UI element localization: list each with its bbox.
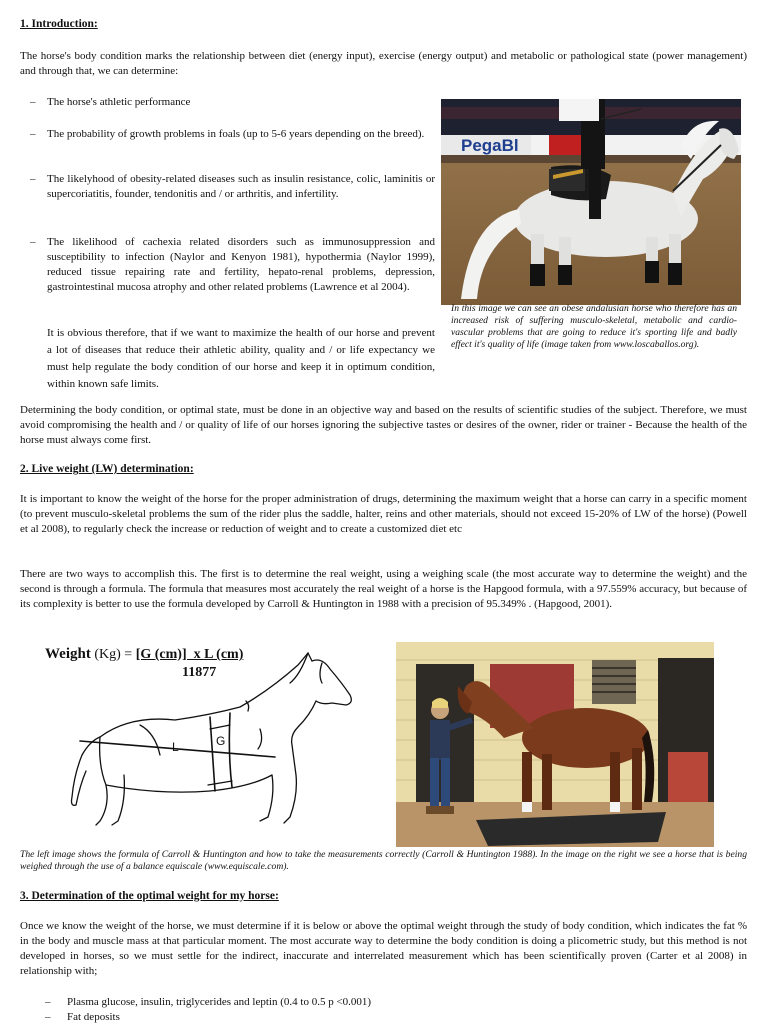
bullet-text: The probability of growth problems in foals (up to 5-6 years depending on the breed). (47, 128, 425, 140)
bullet-dash: – (30, 96, 36, 108)
live-weight-paragraph-2: There are two ways to accomplish this. The first is to determine the real weight, using a weighing scale (the most accurate way to determine the weight) and the second is through a formula. The formula that measures most accurately the real weight of a horse is the Hapgood formula, with a 97.559% accuracy, but because of its complexity is better to use the formula developed by Carroll & Huntington in 1988 with a precision of 95.349% . (Hapgood, 2001). (20, 568, 747, 610)
intro-bullet-1 (30, 95, 435, 110)
optimal-weight-paragraph: Once we know the weight of the horse, we must determine if it is below or above the optimal weight through the study of body condition, which indicates the fat % in the body and muscle mass at that particular moment. The most accurate way to determine the body condition is doing a plicometric study, but this method is not developed in horses, so we must settle for the indirect, inaccurate and interrelated measurement which has been scientifically proven (Carter et al 2008) in relationship with; (20, 920, 747, 977)
andalusian-horse-illustration (441, 99, 741, 305)
intro-paragraph: The horse's body condition marks the relationship between diet (energy input), exercise (energy output) and metabolic or pathological state (power management) and through that, we can determine: (20, 50, 747, 77)
bullet-dash: – (45, 1011, 51, 1023)
andalusian-horse-photo (441, 99, 741, 305)
andalusian-photo-caption: In this image we can see an obese andalusian horse who therefore has an increased risk of suffering musculo-skeletal, metabolic and cardio-vascular problems that are going to reduce it's sporting life and badly effect it's quality of life (image taken from www.loscaballos.org). (451, 303, 737, 350)
bullet-text: The likelihood of cachexia related disorders such as immunosuppression and susceptibility to infection (Naylor and Kenyon 1981), hypothermia (Naylor 1999), reduced tissue repairing rate and fertility, hepato-renal problems, depression, gastrointestinal mucosa atrophy and other related problems (Lawrence et al 2004). (47, 236, 435, 293)
formula-weight-word: Weight (45, 646, 91, 662)
intro-bullet-3 (30, 172, 435, 202)
section-heading-optimal-weight: 3. Determination of the optimal weight for my horse: (20, 890, 279, 902)
equiscale-illustration (396, 642, 714, 847)
section-heading-live-weight: 2. Live weight (LW) determination: (20, 463, 194, 475)
bullet-dash: – (30, 173, 36, 185)
intro-conclusion: It is obvious therefore, that if we want to maximize the health of our horse and prevent a lot of diseases that reduce their athletic ability, quality and / or life expectancy we must help regulate the body condition of our horse and keep it in optimum condition, within known safe limits. (47, 327, 435, 390)
formula-unit: (Kg) = (90, 647, 136, 662)
horse-measurement-drawing (60, 645, 360, 835)
bullet-text: The horse's athletic performance (47, 96, 191, 108)
bullet-text: Fat deposits (67, 1011, 120, 1023)
measurement-label-l: L (172, 740, 179, 754)
section-heading-introduction: 1. Introduction: (20, 18, 98, 30)
intro-bullet-4 (30, 235, 435, 295)
determining-paragraph: Determining the body condition, or optimal state, must be done in an objective way and based on the results of scientific studies of the subject. Therefore, we must avoid compromising the health and / or quality of life of our horses ignoring the subjective tastes or desires of the owner, rider or trainer - Because the health of the horse must always come first. (20, 404, 747, 446)
bullet-text: Plasma glucose, insulin, triglycerides and leptin (0.4 to 0.5 p <0.001) (67, 996, 372, 1008)
formula-numerator: [G (cm)] x L (cm) (135, 647, 244, 662)
bullet-dash: – (45, 996, 51, 1008)
optimal-bullet-2 (45, 1010, 745, 1025)
bullet-dash: – (30, 128, 36, 140)
equiscale-photo (396, 642, 714, 847)
measurement-photos-caption: The left image shows the formula of Carroll & Huntington and how to take the measurements correctly (Carroll & Huntington 1988). In the image on the right we see a horse that is being weighed through the use of a balance equiscale (www.equiscale.com). (20, 849, 747, 872)
formula-denominator: 11877 (182, 665, 217, 680)
optimal-bullet-1 (45, 995, 745, 1010)
bullet-dash: – (30, 236, 36, 248)
bullet-text: The likelyhood of obesity-related diseases such as insulin resistance, colic, laminitis or supercoriatitis, founder, tendonitis and / or arthritis, and infertility. (47, 173, 435, 200)
intro-bullet-2 (30, 127, 435, 142)
measurement-label-g: G (216, 734, 226, 748)
arena-banner-text: PegaBl (461, 136, 519, 155)
live-weight-paragraph-1: It is important to know the weight of the horse for the proper administration of drugs, determining the maximum weight that a horse can carry in a specific moment (to prevent musculo-skeletal problems the sum of the rider plus the saddle, halter, reins and other materials, should not exceed 15-20% of LW of the horse) (Powell et al 2008), to regularly check the increase or reduction of weight and to create a customized diet etc (20, 493, 747, 535)
